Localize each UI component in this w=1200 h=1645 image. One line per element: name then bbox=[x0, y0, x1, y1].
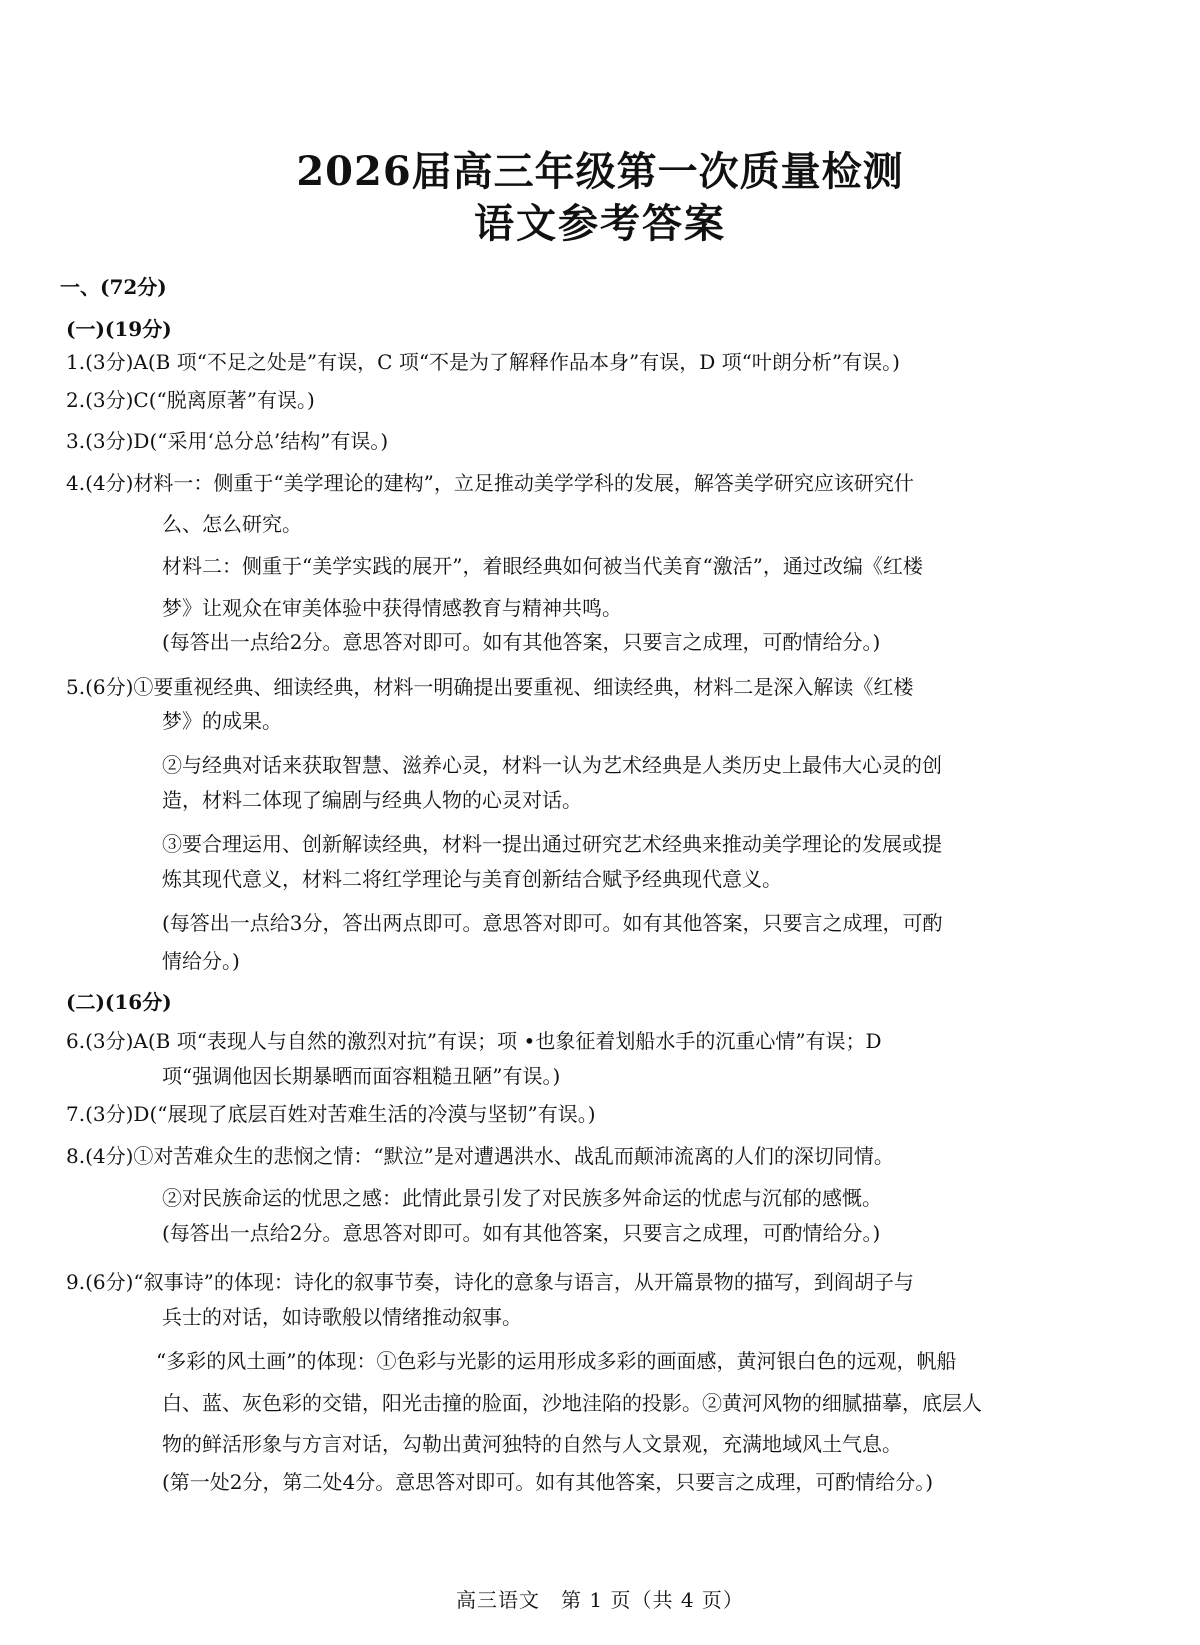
scoring-note: 情给分。) bbox=[162, 949, 240, 973]
answer-line: 炼其现代意义，材料二将红学理论与美育创新结合赋予经典现代意义。 bbox=[162, 867, 782, 891]
answer-line: 梦》让观众在审美体验中获得情感教育与精神共鸣。 bbox=[162, 596, 622, 620]
answer-line: 梦》的成果。 bbox=[162, 709, 282, 733]
answer-line: 4.(4分)材料一：侧重于“美学理论的建构”，立足推动美学学科的发展，解答美学研究应该研究什 bbox=[66, 471, 914, 495]
answer-q3: 3.(3分)D(“采用‘总分总’结构”有误。) bbox=[66, 429, 389, 453]
scoring-note: (每答出一点给3分，答出两点即可。意思答对即可。如有其他答案，只要言之成理，可酌 bbox=[162, 911, 943, 935]
answer-line: 8.(4分)①对苦难众生的悲悯之情：“默泣”是对遭遇洪水、战乱而颠沛流离的人们的深切同情。 bbox=[66, 1144, 894, 1168]
page-footer: 高三语文 第 1 页（共 4 页） bbox=[456, 1588, 744, 1612]
answer-line: 物的鲜活形象与方言对话，勾勒出黄河独特的自然与人文景观，充满地域风土气息。 bbox=[162, 1432, 902, 1456]
answer-q7: 7.(3分)D(“展现了底层百姓对苦难生活的冷漠与坚韧”有误。) bbox=[66, 1102, 596, 1126]
scoring-note: (每答出一点给2分。意思答对即可。如有其他答案，只要言之成理，可酌情给分。) bbox=[162, 1221, 881, 1245]
answer-line: 5.(6分)①要重视经典、细读经典，材料一明确提出要重视、细读经典，材料二是深入解读《红楼 bbox=[66, 675, 914, 699]
answer-line: 材料二：侧重于“美学实践的展开”，着眼经典如何被当代美育“激活”，通过改编《红楼 bbox=[162, 554, 923, 578]
answer-line: ②对民族命运的忧思之感：此情此景引发了对民族多舛命运的忧虑与沉郁的感慨。 bbox=[162, 1186, 882, 1210]
answer-key-title: 语文参考答案 bbox=[474, 200, 726, 247]
exam-title: 2026届高三年级第一次质量检测 bbox=[296, 148, 904, 195]
part2-heading: (二)(16分) bbox=[66, 990, 172, 1014]
answer-line: 造，材料二体现了编剧与经典人物的心灵对话。 bbox=[162, 788, 582, 812]
answer-line: 兵士的对话，如诗歌般以情绪推动叙事。 bbox=[162, 1305, 522, 1329]
answer-line: ②与经典对话来获取智慧、滋养心灵，材料一认为艺术经典是人类历史上最伟大心灵的创 bbox=[162, 753, 942, 777]
answer-line: 项“强调他因长期暴晒而面容粗糙丑陋”有误。) bbox=[162, 1064, 561, 1088]
answer-line: 白、蓝、灰色彩的交错，阳光击撞的脸面，沙地洼陷的投影。②黄河风物的细腻描摹，底层人 bbox=[162, 1391, 982, 1415]
answer-line: “多彩的风土画”的体现：①色彩与光影的运用形成多彩的画面感，黄河银白色的远观，帆船 bbox=[156, 1349, 957, 1373]
part1-heading: (一)(19分) bbox=[66, 317, 172, 341]
answer-line: 么、怎么研究。 bbox=[162, 512, 302, 536]
scoring-note: (每答出一点给2分。意思答对即可。如有其他答案，只要言之成理，可酌情给分。) bbox=[162, 630, 881, 654]
scoring-note: (第一处2分，第二处4分。意思答对即可。如有其他答案，只要言之成理，可酌情给分。) bbox=[162, 1470, 934, 1494]
answer-q2: 2.(3分)C(“脱离原著”有误。) bbox=[66, 388, 315, 412]
answer-line: 9.(6分)“叙事诗”的体现：诗化的叙事节奏，诗化的意象与语言，从开篇景物的描写，到阎胡子与 bbox=[66, 1270, 914, 1294]
answer-line: 6.(3分)A(B 项“表现人与自然的激烈对抗”有误；项 •也象征着划船水手的沉重心情”有误；D bbox=[66, 1029, 882, 1053]
section-heading: 一、(72分) bbox=[60, 275, 167, 299]
answer-q1: 1.(3分)A(B 项“不足之处是”有误，C 项“不是为了解释作品本身”有误，D 项“叶朗分析”有误。) bbox=[66, 350, 900, 374]
answer-line: ③要合理运用、创新解读经典，材料一提出通过研究艺术经典来推动美学理论的发展或提 bbox=[162, 832, 942, 856]
